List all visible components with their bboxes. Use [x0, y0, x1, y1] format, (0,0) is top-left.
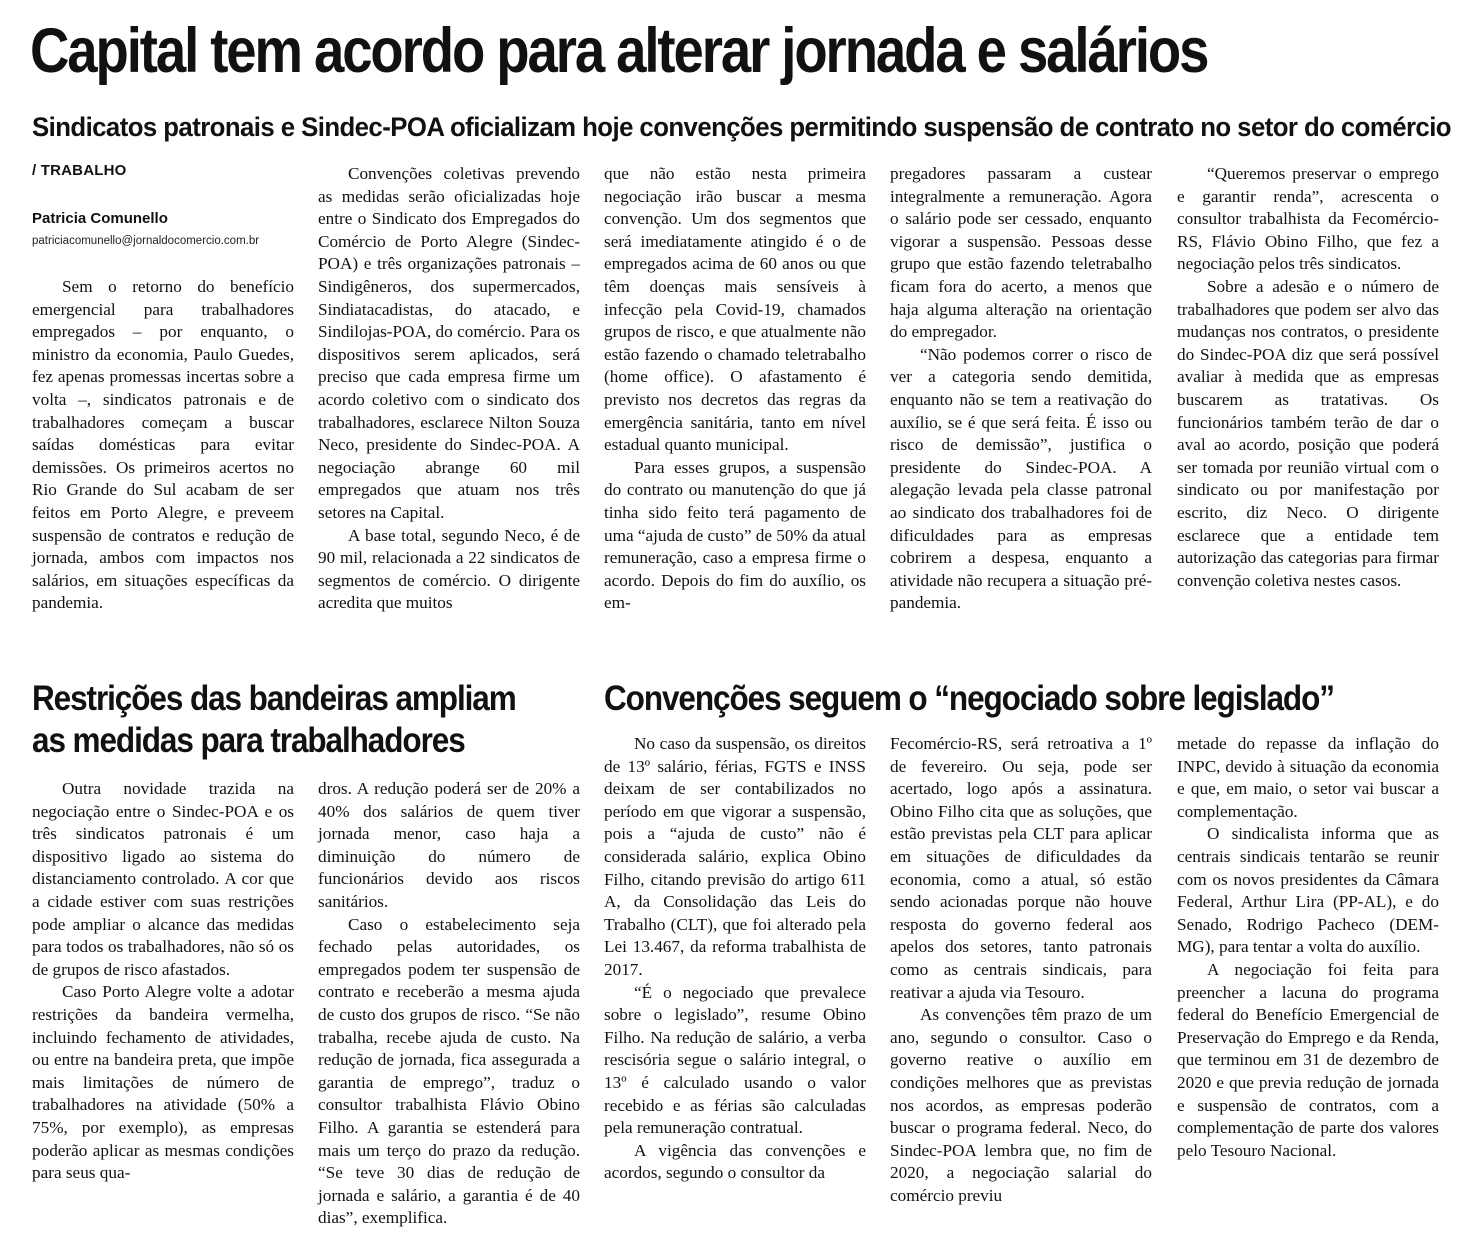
paragraph: Caso Porto Alegre volte a adotar restrições da bandeira vermelha, incluindo fechamento de atividades, ou entre na bandeira preta, que impõe mais limitações de número de trabalhadores na atividade (50% a 75%, por exemplo), as empresas poderão aplicar as mesmas condições para seus qua-: [32, 982, 294, 1183]
headline: Capital tem acordo para alterar jornada e salários: [30, 16, 1208, 86]
right-sub-article-column-2: [890, 733, 1152, 1207]
main-article-column-1: [32, 276, 294, 615]
paragraph: No caso da suspensão, os direitos de 13º salário, férias, FGTS e INSS deixam de ser contabilizados no período em que vigorar a suspensão, pois a “ajuda de custo” não é considerada salário, explica Obino Filho, citando previsão do artigo 611 A, da Consolidação das Leis do Trabalho (CLT), que foi alterado pela Lei 13.467, da reforma trabalhista de 2017.: [604, 734, 866, 979]
paragraph: A negociação foi feita para preencher a lacuna do programa federal do Benefício Emergencial de Preservação do Emprego e da Renda, que terminou em 31 de dezembro de 2020 e que previa redução de jornada e suspensão de contratos, com a complementação de parte dos valores pelo Tesouro Nacional.: [1177, 959, 1439, 1160]
subheadline: Sindicatos patronais e Sindec-POA oficializam hoje convenções permitindo suspensão de contrato no setor do comércio: [32, 112, 1451, 142]
right-sub-article-title: Convenções seguem o “negociado sobre legislado”: [604, 679, 1334, 718]
paragraph: Caso o estabelecimento seja fechado pelas autoridades, os empregados podem ter suspensão de contrato e receberão a mesma ajuda de custo dos grupos de risco. “Se não trabalha, recebe ajuda de custo. Na redução de jornada, fica assegurada a garantia de emprego”, traduz o consultor trabalhista Flávio Obino Filho. A garantia se estenderá para mais um terço do prazo da redução. “Se teve 30 dias de redução de jornada e salário, a garantia é de 40 dias”, exemplifica.: [318, 914, 580, 1228]
paragraph: As convenções têm prazo de um ano, segundo o consultor. Caso o governo reative o auxílio em condições melhores que as previstas nos acordos, as empresas poderão buscar o programa federal. Neco, do Sindec-POA lembra que, no fim de 2020, a negociação salarial do comércio previu: [890, 1005, 1152, 1205]
paragraph: “Não podemos correr o risco de ver a categoria sendo demitida, enquanto não se tem a reativação do auxílio, se é que será feita. É isso ou risco de demissão”, justifica o presidente do Sindec-POA. A alegação levada pela classe patronal ao sindicato dos trabalhadores foi de dificuldades para as empresas cobrirem a despesa, enquanto a atividade não recupera a situação pré-pandemia.: [890, 344, 1152, 613]
paragraph: dros. A redução poderá ser de 20% a 40% dos salários de quem tiver jornada menor, caso haja a diminuição do número de funcionários devido aos riscos sanitários.: [318, 779, 580, 911]
paragraph: metade do repasse da inflação do INPC, devido à situação da economia e que, em maio, o setor vai buscar a complementação.: [1177, 734, 1439, 821]
left-sub-article-title: [32, 678, 516, 762]
author-email: patriciacomunello@jornaldocomercio.com.br: [32, 235, 260, 247]
paragraph: O sindicalista informa que as centrais sindicais tentarão se reunir com os novos presidentes da Câmara Federal, Arthur Lira (PP-AL), e do Senado, Rodrigo Pacheco (DEM-MG), para tentar a volta do auxílio.: [1177, 824, 1439, 957]
paragraph: A base total, segundo Neco, é de 90 mil, relacionada a 22 sindicatos de segmentos de comércio. O dirigente acredita que muitos: [318, 525, 580, 613]
paragraph: A vigência das convenções e acordos, segundo o consultor da: [604, 1140, 866, 1183]
main-article-column-3: [604, 163, 866, 615]
paragraph: Convenções coletivas prevendo as medidas serão oficializadas hoje entre o Sindicato dos Empregados do Comércio de Porto Alegre (Sindec-POA) e três organizações patronais – Sindigêneros, dos supermercados, Sindiatacadistas, do atacado, e Sindilojas-POA, do comércio. Para os dispositivos serem aplicados, será preciso que cada empresa firme um acordo coletivo com o sindicato dos trabalhadores, esclarece Nilton Souza Neco, presidente do Sindec-POA. A negociação abrange 60 mil empregados que atuam nos três setores na Capital.: [318, 164, 580, 522]
title-line: Restrições das bandeiras ampliam: [32, 679, 516, 718]
left-sub-article-column-2: [318, 778, 580, 1230]
section-label: / TRABALHO: [32, 162, 127, 179]
right-sub-article-column-1: [604, 733, 866, 1185]
main-article-column-4: [890, 163, 1152, 615]
paragraph: Para esses grupos, a suspensão do contrato ou manutenção do que já tinha sido feito terá pagamento de uma “ajuda de custo” de 50% da atual remuneração, caso a empresa firme o acordo. Depois do fim do auxílio, os em-: [604, 457, 867, 613]
paragraph: Fecomércio-RS, será retroativa a 1º de fevereiro. Ou seja, pode ser acertado, logo após a assinatura. Obino Filho cita que as soluções, que estão previstas pela CLT para aplicar em situações de dificuldades da economia, como a atual, só estão sendo acionadas porque não houve resposta do governo federal aos apelos dos setores, tanto patronais como as centrais sindicais, para reativar a ajuda via Tesouro.: [890, 734, 1152, 1002]
author-name: Patricia Comunello: [32, 210, 168, 227]
paragraph: Sem o retorno do benefício emergencial para trabalhadores empregados – por enquanto, o ministro da economia, Paulo Guedes, fez apenas promessas incertas sobre a volta –, sindicatos patronais e de trabalhadores começam a buscar saídas domésticas para evitar demissões. Os primeiros acertos no Rio Grande do Sul acabam de ser feitos em Porto Alegre, e preveem suspensão de contratos e redução de jornada, ambos com impactos nos salários, em situações específicas da pandemia.: [32, 277, 294, 613]
main-article-column-2: [318, 163, 580, 615]
left-sub-article-column-1: [32, 778, 294, 1185]
paragraph: que não estão nesta primeira negociação irão buscar a mesma convenção. Um dos segmentos que será imediatamente atingido é o de empregados acima de 60 anos ou que têm doenças mais sensíveis à infecção pela Covid-19, chamados grupos de risco, e que atualmente não estão fazendo o chamado teletrabalho (home office). O afastamento é previsto nos decretos das regras da emergência sanitária, tanto em nível estadual quanto municipal.: [604, 164, 866, 455]
right-sub-article-column-3: [1177, 733, 1439, 1162]
paragraph: Sobre a adesão e o número de trabalhadores que podem ser alvo das mudanças nos contratos, o presidente do Sindec-POA diz que será possível avaliar à medida que as empresas buscarem as tratativas. Os funcionários também terão de dar o aval ao acordo, posição que poderá ser tomada por reunião virtual com o sindicato ou por manifestação por escrito, diz Neco. O dirigente esclarece que a entidade tem autorização das categorias para firmar convenção coletiva nestes casos.: [1177, 276, 1439, 590]
title-line: as medidas para trabalhadores: [32, 721, 465, 760]
paragraph: “Queremos preservar o emprego e garantir renda”, acrescenta o consultor trabalhista da Fecomércio-RS, Flávio Obino Filho, que fez a negociação pelos três sindicatos.: [1177, 164, 1439, 274]
main-article-column-5: [1177, 163, 1439, 592]
paragraph: pregadores passaram a custear integralmente a remuneração. Agora o salário pode ser cessado, enquanto vigorar a suspensão. Pessoas desse grupo que estão fazendo teletrabalho ficam fora do acerto, a menos que haja alguma alteração na orientação do empregador.: [890, 164, 1152, 342]
paragraph: “É o negociado que prevalece sobre o legislado”, resume Obino Filho. Na redução de salário, a verba rescisória segue o salário integral, o 13º é calculado usando o valor recebido e as férias são calculadas pela remuneração contratual.: [604, 982, 866, 1138]
paragraph: Outra novidade trazida na negociação entre o Sindec-POA e os três sindicatos patronais é um dispositivo ligado ao sistema do distanciamento controlado. A cor que a cidade estiver com suas restrições pode ampliar o alcance das medidas para todos os trabalhadores, não só os de grupos de risco afastados.: [32, 779, 294, 979]
